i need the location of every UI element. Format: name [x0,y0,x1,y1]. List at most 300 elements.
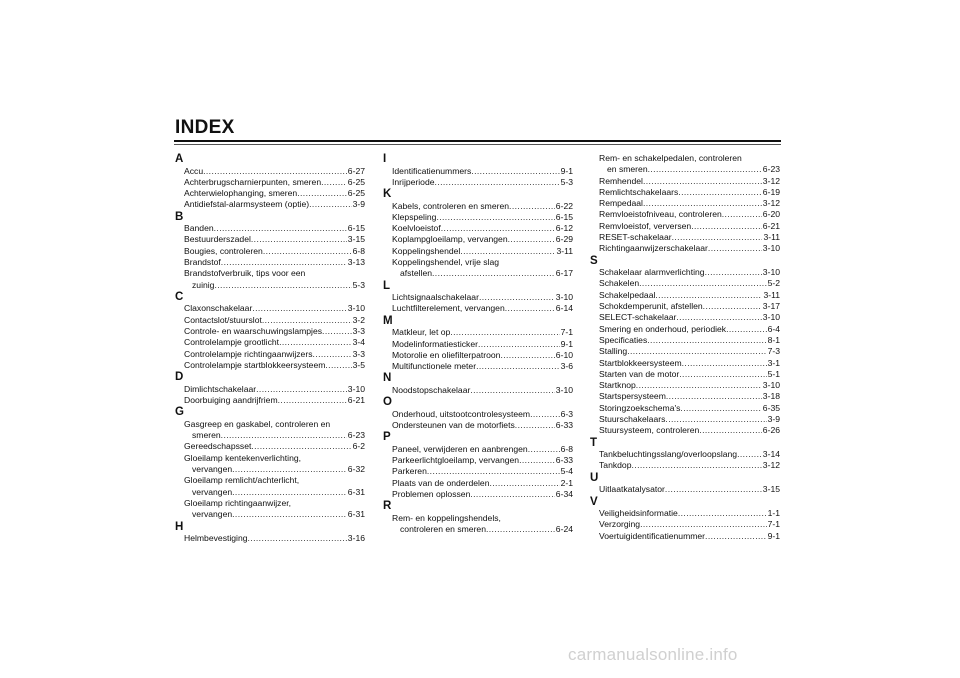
index-entry-line [184,453,365,464]
section-letter: U [590,471,599,484]
index-entry-text: Parkeren [392,466,427,477]
index-entry[interactable] [175,453,365,476]
index-entry-text: Koelvloeistof [392,223,441,234]
page-number: 6-22 [555,200,573,211]
index-entry[interactable] [175,199,365,210]
dot-leader [665,484,762,495]
dot-leader [636,380,762,391]
index-entry[interactable] [590,519,780,530]
dot-leader [515,420,555,431]
index-entry[interactable] [383,513,573,536]
index-entry-text: Gloeilamp richtingaanwijzer, [184,497,291,508]
index-entry-line [599,425,780,436]
index-entry[interactable] [175,441,365,452]
index-entry[interactable] [383,303,573,314]
index-entry[interactable] [383,361,573,372]
page-number: 5-1 [767,368,780,379]
page-number: 3-2 [352,314,365,325]
dot-leader [726,324,766,335]
index-entry-line [599,312,780,323]
dot-leader [262,315,352,326]
dot-leader [676,312,761,323]
page-number: 6-31 [347,509,365,520]
section-letter: I [383,153,387,165]
page-number: 3-5 [352,359,365,370]
index-entry-text: Gasgreep en gaskabel, controleren en [184,418,331,429]
index-entry[interactable] [175,257,365,268]
index-entry[interactable] [590,324,780,335]
index-entry-line [184,188,365,199]
index-entry-text: Stuurschakelaars [599,414,666,425]
index-entry[interactable] [590,243,780,254]
index-entry-text: Problemen oplossen [392,489,471,500]
index-entry-line [184,303,365,314]
page-number: 7-3 [767,346,780,357]
dot-leader [460,246,555,257]
page-number: 6-25 [347,188,365,199]
index-column-2 [383,153,573,535]
index-entry-line [184,280,365,291]
index-entry-line [392,350,573,361]
index-entry[interactable] [590,232,780,243]
index-entry-text: Tankdop [599,460,632,471]
dot-leader [436,212,554,223]
dot-leader [643,176,762,187]
index-entry-text: Stalling [599,346,628,357]
page-number: 8-1 [767,334,780,345]
dot-leader [232,464,347,475]
index-entry-line [599,209,780,220]
index-entry-line [184,337,365,348]
index-entry-text: Onderhoud, uitstootcontrolesysteem [392,408,531,419]
index-entry-line [184,199,365,210]
index-entry[interactable] [175,419,365,442]
index-entry-line [599,301,780,312]
index-entry[interactable] [590,290,780,301]
dot-leader [279,337,352,348]
index-entry[interactable] [383,327,573,338]
index-entry-text: Remlichtschakelaars [599,186,679,197]
dot-leader [251,441,351,452]
index-entry-line [184,509,365,520]
index-entry-text: Controle- en waarschuwingslampjes [184,326,323,337]
page-number: 3-9 [767,414,780,425]
index-entry-line [184,430,365,441]
index-entry-text: Remhendel [599,175,643,186]
index-entry-line [184,533,365,544]
dot-leader [427,466,560,477]
dot-leader [470,385,554,396]
section-letter: D [175,371,184,384]
dot-leader [221,257,347,268]
dot-leader [214,280,351,291]
page-number: 5-3 [560,176,573,187]
index-entry[interactable] [590,531,780,542]
index-entry-text: Contactslot/stuurslot [184,314,262,325]
dot-leader [678,508,767,519]
index-entry-text: Koppelingshendel [392,245,461,256]
page-number: 3-16 [347,533,365,544]
page-number: 3-10 [762,267,780,278]
section-letter: G [175,406,184,419]
index-entry[interactable] [175,349,365,360]
index-entry[interactable] [175,475,365,498]
index-entry-text: afstellen [400,268,433,279]
index-entry[interactable] [590,153,780,176]
page-number: 6-15 [555,211,573,222]
dot-leader [432,268,555,279]
index-entry-text: Bougies, controleren [184,245,263,256]
page-number: 6-29 [555,234,573,245]
index-entry-line [599,290,780,301]
index-entry[interactable] [590,335,780,346]
section-letter: O [383,396,392,409]
index-entry[interactable] [590,460,780,471]
page-number: 6-12 [555,223,573,234]
dot-leader [627,346,766,357]
dot-leader [705,267,762,278]
index-entry-line [392,455,573,466]
index-entry[interactable] [590,369,780,380]
dot-leader [508,234,555,245]
dot-leader [232,509,347,520]
index-entry[interactable] [383,478,573,489]
section-letter: N [383,372,392,385]
index-entry-text: Startspersysteem [599,391,666,402]
index-entry[interactable] [590,198,780,209]
dot-leader [528,444,560,455]
dot-leader [325,360,351,371]
index-column-3 [590,153,780,542]
index-entry[interactable] [590,414,780,425]
index-entry[interactable] [175,246,365,257]
index-entry-line [599,414,780,425]
index-entry-text: Claxonschakelaar [184,303,253,314]
index-entry-line [599,346,780,357]
index-entry-text: Controlelampje grootlicht [184,337,280,348]
page-number: 6-23 [762,164,780,175]
index-entry-text: Plaats van de onderdelen [392,477,490,488]
page-number: 5-4 [560,466,573,477]
index-entry-line [392,166,573,177]
index-entry[interactable] [590,176,780,187]
index-entry[interactable] [590,391,780,402]
index-entry[interactable] [383,385,573,396]
index-entry[interactable] [383,420,573,431]
index-entry-line [392,339,573,350]
index-entry[interactable] [383,234,573,245]
index-entry[interactable] [383,166,573,177]
section-letter: S [590,254,598,267]
page-number: 3-3 [352,326,365,337]
page-number: 3-6 [560,361,573,372]
index-entry-line [184,498,365,509]
index-entry-line [599,176,780,187]
page-number: 6-10 [555,349,573,360]
index-entry[interactable] [383,409,573,420]
index-entry-text: Tankbeluchtingsslang/overloopslang [599,449,738,460]
page-number: 5-3 [352,279,365,290]
index-entry-text: Bestuurderszadel [184,234,251,245]
index-entry-text: Controlelampje startblokkeersysteem [184,359,326,370]
index-entry-text: Matkleur, let op [392,327,451,338]
index-entry-text: SELECT-schakelaar [599,312,677,323]
index-entry-text: Starten van de motor [599,368,680,379]
index-entry-line [184,223,365,234]
index-entry[interactable] [590,221,780,232]
dot-leader [203,166,347,177]
page-number: 6-32 [347,464,365,475]
index-entry[interactable] [590,312,780,323]
dot-leader [666,391,762,402]
index-entry[interactable] [383,489,573,500]
index-entry-text: vervangen [192,486,233,497]
title-rule [174,140,781,142]
index-entry[interactable] [590,425,780,436]
index-entry-text: smeren [192,430,221,441]
page-number: 3-10 [347,383,365,394]
index-entry-line [392,420,573,431]
dot-leader [737,449,762,460]
section-letter: M [383,314,393,327]
index-entry[interactable] [175,315,365,326]
index-entry-text: Luchtfilterelement, vervangen [392,303,505,314]
index-entry-text: Schakelaar alarmverlichting [599,267,705,278]
dot-leader [450,327,559,338]
index-entry[interactable] [383,466,573,477]
page-number: 6-33 [555,455,573,466]
index-entry-text: Accu [184,165,204,176]
dot-leader [278,395,347,406]
dot-leader [648,164,762,175]
index-entry-line [599,278,780,289]
index-entry-text: Storingzoekschema's [599,402,681,413]
page-number: 3-11 [763,289,780,300]
page-number: 6-27 [347,165,365,176]
index-entry[interactable] [175,498,365,521]
index-entry-line [599,187,780,198]
index-entry[interactable] [175,360,365,371]
index-entry[interactable] [175,177,365,188]
dot-leader [682,358,767,369]
index-entry[interactable] [590,380,780,391]
dot-leader [486,524,555,535]
dot-leader [655,290,762,301]
index-entry-line [599,508,780,519]
index-entry-line [392,212,573,223]
index-entry[interactable] [383,223,573,234]
index-entry-text: Multifunctionele meter [392,361,477,372]
index-entry-line [392,409,573,420]
index-entry-text: Smering en onderhoud, periodiek [599,323,727,334]
page-number: 6-31 [347,486,365,497]
index-entry-line [599,232,780,243]
page-number: 6-33 [555,420,573,431]
index-entry[interactable] [590,484,780,495]
section-letter: V [590,495,598,508]
dot-leader [441,223,555,234]
index-entry[interactable] [175,384,365,395]
index-entry[interactable] [383,292,573,303]
index-entry[interactable] [383,257,573,280]
index-entry[interactable] [175,395,365,406]
dot-leader [703,301,762,312]
index-entry-line [392,361,573,372]
index-entry-text: Stuursysteem, controleren [599,425,700,436]
index-entry-text: Startblokkeersysteem [599,357,682,368]
index-entry[interactable] [383,339,573,350]
dot-leader [640,519,766,530]
index-entry-text: Koplampgloeilamp, vervangen [392,234,508,245]
dot-leader [435,177,560,188]
index-entry-text: Doorbuiging aandrijfriem [184,395,278,406]
index-entry[interactable] [175,166,365,177]
index-entry-text: Verzorging [599,519,641,530]
index-entry[interactable] [590,187,780,198]
index-entry[interactable] [175,533,365,544]
index-entry-line [184,384,365,395]
index-entry-line [392,444,573,455]
index-entry[interactable] [383,455,573,466]
index-entry[interactable] [383,246,573,257]
index-entry-line [184,246,365,257]
index-entry-line [599,335,780,346]
dot-leader [509,201,555,212]
index-entry[interactable] [383,177,573,188]
watermark-text: carmanualsonline.info [568,645,738,664]
dot-leader [251,234,347,245]
page-number: 6-24 [555,524,573,535]
index-entry-text: Remvloeistof, verversen [599,220,692,231]
index-entry-line [184,326,365,337]
index-entry-text: Brandstofverbruik, tips voor een [184,268,306,279]
index-entry-line [599,391,780,402]
dot-leader [691,221,762,232]
page-number: 3-15 [347,234,365,245]
index-entry[interactable] [175,303,365,314]
index-entry-text: Motorolie en oliefilterpatroon [392,349,501,360]
index-entry-text: Voertuigidentificatienummer [599,530,706,541]
page-title: INDEX [175,117,235,138]
page-number: 3-4 [352,337,365,348]
dot-leader [478,339,560,350]
index-entry[interactable] [590,209,780,220]
index-entry-line [599,460,780,471]
index-entry[interactable] [383,350,573,361]
index-entry-line [392,177,573,188]
index-entry-text: vervangen [192,464,233,475]
index-entry-text: Noodstopschakelaar [392,384,471,395]
page-number: 1-1 [767,508,780,519]
index-entry-line [184,234,365,245]
index-entry[interactable] [383,212,573,223]
index-entry[interactable] [175,223,365,234]
section-letter: L [383,279,391,292]
page-number: 6-3 [560,408,573,419]
index-entry-text: Gereedschapsset [184,441,252,452]
index-entry-line [392,246,573,257]
index-entry-line [599,198,780,209]
page-number: 9-1 [767,530,780,541]
page-number: 3-17 [762,301,780,312]
index-entry[interactable] [590,403,780,414]
dot-leader [479,292,555,303]
page-number: 3-9 [352,199,365,210]
index-entry-text: Inrijperiode [392,176,435,187]
index-entry-text: Schokdemperunit, afstellen [599,301,703,312]
index-entry[interactable] [175,268,365,291]
dot-leader [699,425,761,436]
index-entry[interactable] [590,301,780,312]
index-entry[interactable] [590,358,780,369]
section-letter: P [383,431,391,444]
page-number: 3-13 [347,257,365,268]
index-entry[interactable] [383,201,573,212]
index-entry-line [392,385,573,396]
index-entry[interactable] [175,188,365,199]
index-entry-text: Schakelen [599,278,640,289]
section-letter: H [175,520,184,533]
index-entry-text: Remvloeistofniveau, controleren [599,209,722,220]
section-letter: B [175,210,184,223]
index-entry-text: Paneel, verwijderen en aanbrengen [392,443,528,454]
index-entry-line [599,324,780,335]
index-entry-line [392,234,573,245]
dot-leader [221,430,347,441]
index-entry-text: Identificatienummers [392,165,472,176]
index-entry[interactable] [175,234,365,245]
index-entry[interactable] [383,444,573,455]
index-entry-line [392,524,573,535]
index-entry-text: Veiligheidsinformatie [599,508,678,519]
index-entry-text: Schakelpedaal [599,289,656,300]
index-entry-text: Specificaties [599,334,648,345]
dot-leader [263,246,352,257]
section-letter: A [175,153,184,165]
dot-leader [313,349,352,360]
dot-leader [678,187,762,198]
index-entry[interactable] [590,508,780,519]
page-number: 3-15 [762,484,780,495]
index-entry[interactable] [175,337,365,348]
index-entry-line [599,484,780,495]
index-entry-line [184,441,365,452]
page-number: 6-35 [762,402,780,413]
index-entry-line [392,303,573,314]
index-entry[interactable] [590,278,780,289]
index-entry[interactable] [175,326,365,337]
page-number: 3-10 [762,312,780,323]
index-entry-line [184,487,365,498]
title-rule-thin [174,144,781,145]
index-entry-line [392,489,573,500]
dot-leader [248,533,347,544]
dot-leader [256,384,347,395]
page-number: 6-14 [555,303,573,314]
dot-leader [309,199,351,210]
dot-leader [705,531,767,542]
index-entry-text: Achterbrugscharnierpunten, smeren [184,176,322,187]
index-entry-line [392,257,573,268]
index-entry[interactable] [590,346,780,357]
dot-leader [500,350,554,361]
page-number: 6-25 [347,176,365,187]
dot-leader [471,166,559,177]
page-number: 7-1 [560,327,573,338]
index-entry-line [184,349,365,360]
index-entry[interactable] [590,267,780,278]
index-entry[interactable] [590,449,780,460]
